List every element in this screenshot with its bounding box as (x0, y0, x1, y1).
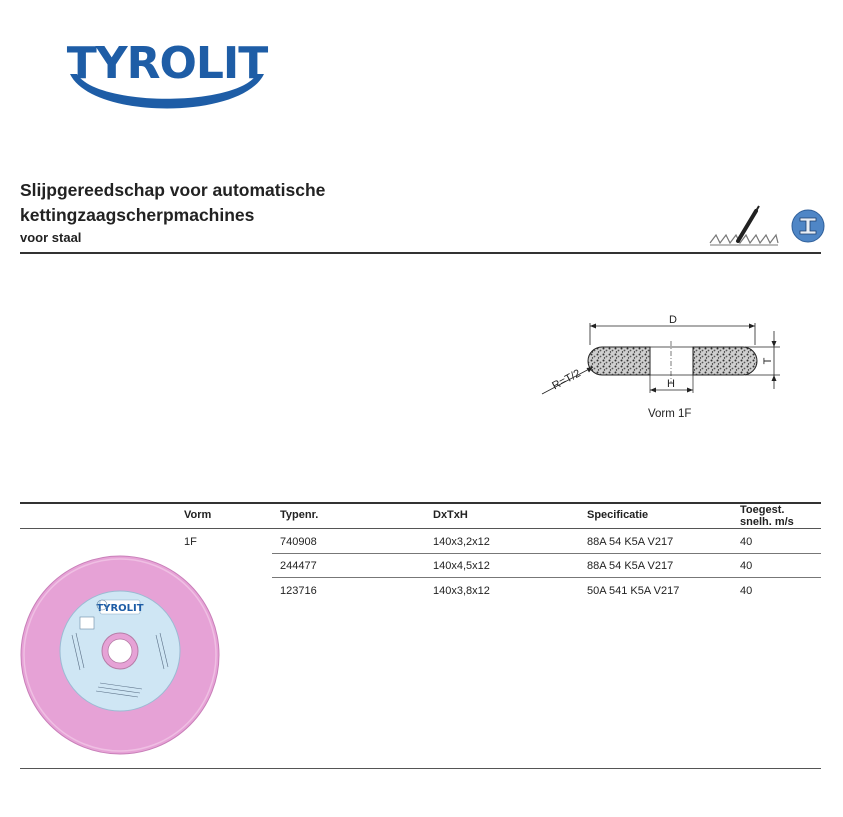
tyrolit-logo (62, 22, 272, 122)
column-header-typenr: Typenr. (280, 509, 319, 521)
row-divider (272, 577, 821, 578)
column-header-speed (740, 504, 794, 528)
diagram-label-t: T (762, 357, 774, 365)
column-header-specificatie: Specificatie (587, 509, 649, 521)
cell-typenr: 244477 (280, 560, 317, 572)
cell-specificatie: 88A 54 K5A V217 (587, 560, 674, 572)
logo-wordmark: TYROLIT (66, 38, 268, 89)
table-top-rule (20, 502, 821, 504)
page-subtitle: voor staal (20, 230, 82, 245)
cell-specificatie: 50A 541 K5A V217 (587, 585, 680, 597)
cell-typenr: 123716 (280, 585, 317, 597)
column-header-vorm: Vorm (184, 509, 212, 521)
column-header-dxtxh: DxTxH (433, 509, 468, 521)
cell-speed: 40 (740, 585, 753, 597)
column-header-speed-line1: Toegest. (740, 504, 785, 516)
page-title-line2: kettingzaagscherpmachines (20, 205, 255, 225)
row-divider (272, 553, 821, 554)
cell-vorm: 1F (184, 536, 197, 548)
chainsaw-blade-icon (708, 205, 780, 249)
wheel-shape-diagram (530, 305, 790, 425)
diagram-caption: Vorm 1F (648, 408, 692, 420)
page-title-line1: Slijpgereedschap voor automatische (20, 180, 326, 200)
cell-typenr: 740908 (280, 536, 317, 548)
cell-dxtxh: 140x4,5x12 (433, 560, 490, 572)
grinding-wheel-image (20, 555, 220, 755)
diagram-label-d: D (669, 314, 677, 326)
cell-specificatie: 88A 54 K5A V217 (587, 536, 674, 548)
cell-speed: 40 (740, 536, 753, 548)
wheel-label-brand: TYROLIT (96, 603, 144, 614)
cell-dxtxh: 140x3,2x12 (433, 536, 490, 548)
table-header-rule (20, 528, 821, 529)
diagram-label-radius: R=T/2 (550, 367, 583, 393)
footer-divider (20, 768, 821, 769)
steel-beam-icon (791, 209, 825, 243)
diagram-label-h: H (667, 378, 675, 390)
cell-speed: 40 (740, 560, 753, 572)
cell-dxtxh: 140x3,8x12 (433, 585, 490, 597)
column-header-speed-line2: snelh. m/s (740, 516, 794, 528)
header-divider (20, 252, 821, 254)
